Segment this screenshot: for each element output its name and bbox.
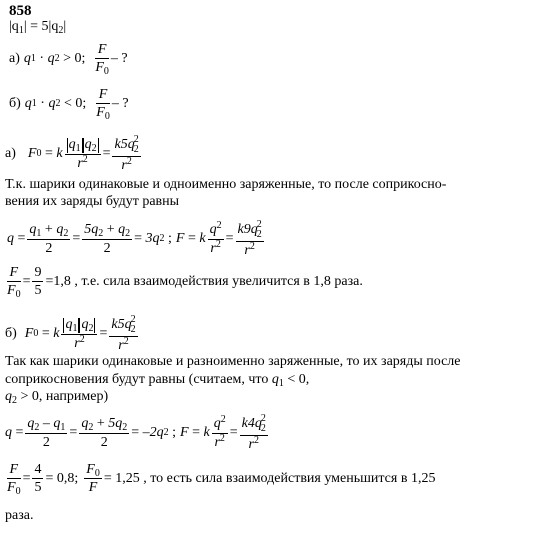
case-b-question: – ? — [111, 95, 129, 111]
given-relation-mid: | = 5|q — [23, 19, 59, 34]
given-case-a: а) q 1 · q 2 > 0; $\frac{F}{F_0}$ – ? — [9, 42, 128, 78]
solution-a-label: а) — [5, 146, 16, 162]
case-b-label: б) — [9, 95, 21, 111]
solution-b-text-1: Так как шарики одинаковые и разноименно заряженные, то их заряды после — [5, 354, 461, 369]
solution-a-formula: а) F 0 = k $\frac{q_1 q_2}{r^2}$ = k5q 2 2 $r^2$ — [5, 134, 139, 173]
solution-b-text-3: $q_2 > 0$, например) — [5, 389, 109, 406]
solution-b-formula: б) F 0 = k $\frac{q_1 q_2}{r^2}$ = k5q 2 2 $r^2$ — [5, 314, 136, 353]
case-a-condition: > 0; — [63, 50, 86, 66]
solution-a-conclusion: , т.е. сила взаимодействия увеличится в 1,8 раза. — [74, 273, 363, 289]
problem-number: 858 — [9, 3, 32, 19]
solution-b-charge-eq: q = $\frac{q_2 - q_1}{2}$ = $\frac{q_2 + 5q_2}{2}$ = –2q 2 ; F = k $\frac{q^2}{r^2}$ = k4q 2 2 $r^2$ — [5, 413, 266, 452]
given-case-b: б) q 1 · q 2 < 0; $\frac{F}{F_0}$ – ? — [9, 87, 129, 123]
given-relation: $|q_1| = 5|q_2|$ — [9, 19, 67, 36]
solution-a-charge-eq: q = $\frac{q_1 + q_2}{2}$ = $\frac{5q_2 + q_2}{2}$ = 3q 2 ; F = k $\frac{q^2}{r^2}$ = k9q 2 2 $r^2$ — [7, 219, 262, 258]
solution-a-text-2: вения их заряды будут равны — [5, 194, 180, 209]
given-relation-end: | — [63, 19, 67, 34]
solution-a-ratio: $\frac{F}{F_0}$ = $\frac{9}{5}$ = 1,8 , т.е. сила взаимодействия увеличится в 1,8 раза. — [7, 265, 363, 301]
solution-b-ratio: $\frac{F}{F_0}$ = $\frac{4}{5}$ = 0,8; $\frac{F_0}{F}$ = 1,25 , то есть сила взаимодействия уменьшится в 1,25 — [7, 462, 436, 498]
case-a-ratio: $\frac{F}{F_0}$ — [95, 42, 109, 78]
solution-b-text-last: раза. — [5, 508, 34, 523]
solution-a-text-1: Т.к. шарики одинаковые и одноименно заряженные, то после соприкосно- — [5, 177, 447, 192]
solution-b-label: б) — [5, 326, 17, 342]
solution-b-text-2: соприкосновения будут равны (считаем, что $q_1 < 0$, — [5, 372, 310, 389]
case-b-condition: < 0; — [63, 95, 87, 111]
case-a-question: – ? — [110, 50, 128, 66]
case-b-ratio: $\frac{F}{F_0}$ — [96, 87, 110, 123]
given-relation-left: |q — [9, 19, 19, 34]
solution-b-conclusion: , то есть сила взаимодействия уменьшится в 1,25 — [143, 470, 436, 486]
case-a-label: а) — [9, 50, 20, 66]
